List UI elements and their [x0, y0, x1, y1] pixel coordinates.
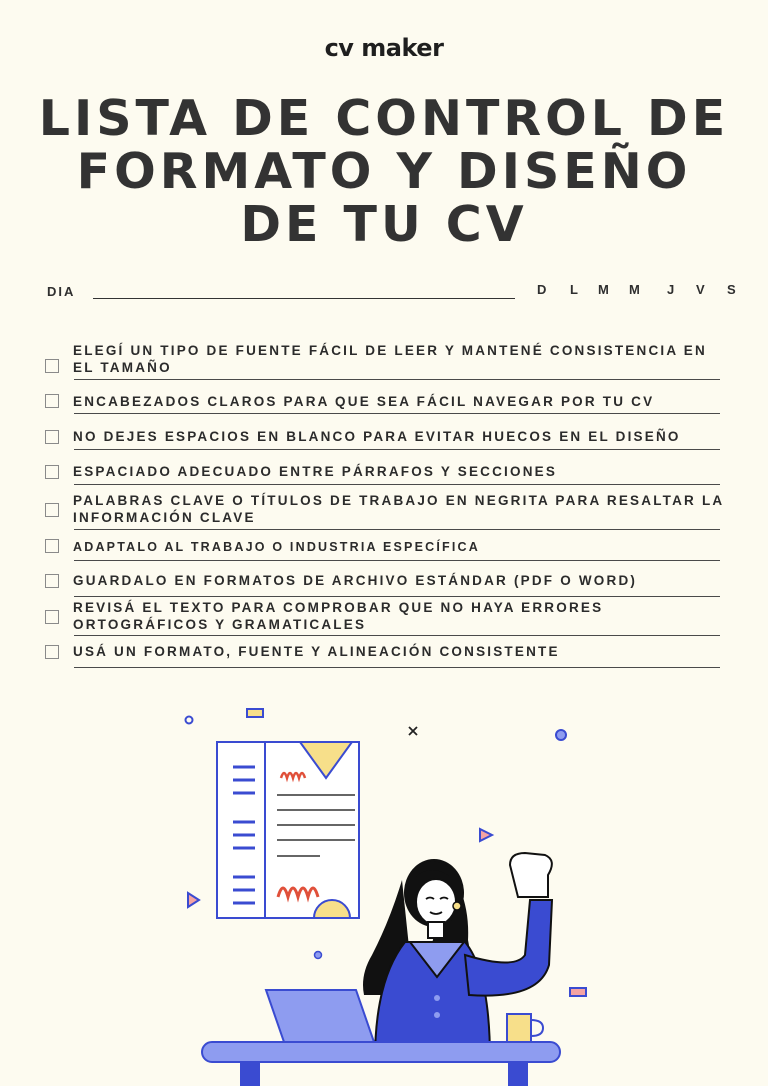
- title-line-2: FORMATO Y DISEÑO: [76, 143, 692, 200]
- checkbox[interactable]: [45, 503, 59, 517]
- underline: [74, 379, 720, 380]
- date-row: [0, 282, 768, 306]
- weekday-m1[interactable]: M: [598, 282, 609, 297]
- checkbox[interactable]: [45, 645, 59, 659]
- weekday-d[interactable]: D: [537, 282, 547, 297]
- checklist-item-text: ELEGÍ UN TIPO DE FUENTE FÁCIL DE LEER Y MANTENÉ CONSISTENCIA EN EL TAMAÑO: [73, 343, 707, 375]
- checkbox[interactable]: [45, 574, 59, 588]
- weekday-l[interactable]: L: [570, 282, 578, 297]
- weekday-v[interactable]: V: [696, 282, 705, 297]
- underline: [74, 667, 720, 668]
- checklist-item-text: USÁ UN FORMATO, FUENTE Y ALINEACIÓN CONSISTENTE: [73, 644, 560, 659]
- checklist-item-text: ENCABEZADOS CLAROS PARA QUE SEA FÁCIL NAVEGAR POR TU CV: [73, 394, 655, 409]
- checkbox[interactable]: [45, 430, 59, 444]
- underline: [74, 529, 720, 530]
- title-line-3: DE TU CV: [240, 196, 528, 253]
- checklist-item-text: ADAPTALO AL TRABAJO O INDUSTRIA ESPECÍFICA: [73, 540, 480, 554]
- underline: [74, 560, 720, 561]
- title-line-1: LISTA DE CONTROL DE: [38, 90, 730, 147]
- checklist-item-text: GUARDALO EN FORMATOS DE ARCHIVO ESTÁNDAR (PDF O WORD): [73, 573, 638, 588]
- cv-maker-logo: cv maker: [324, 34, 444, 62]
- underline: [74, 449, 720, 450]
- checklist-item-text: NO DEJES ESPACIOS EN BLANCO PARA EVITAR HUECOS EN EL DISEÑO: [73, 429, 681, 444]
- cv-document-icon: [217, 742, 359, 918]
- checklist-item-text: REVISÁ EL TEXTO PARA COMPROBAR QUE NO HAYA ERRORES ORTOGRÁFICOS Y GRAMATICALES: [73, 600, 604, 632]
- underline: [74, 413, 720, 414]
- weekday-s[interactable]: S: [727, 282, 736, 297]
- date-entry-line[interactable]: [93, 298, 515, 299]
- weekday-j[interactable]: J: [667, 282, 675, 297]
- day-label: DIA: [47, 284, 76, 299]
- underline: [74, 484, 720, 485]
- underline: [74, 596, 720, 597]
- checklist-item-text: PALABRAS CLAVE O TÍTULOS DE TRABAJO EN NEGRITA PARA RESALTAR LA INFORMACIÓN CLAVE: [73, 493, 724, 525]
- underline: [74, 635, 720, 636]
- cv-review-illustration: [0, 680, 768, 1086]
- checkbox[interactable]: [45, 610, 59, 624]
- checkbox[interactable]: [45, 465, 59, 479]
- checklist-item-text: ESPACIADO ADECUADO ENTRE PÁRRAFOS Y SECCIONES: [73, 464, 558, 479]
- page-title: [0, 92, 768, 251]
- checkbox[interactable]: [45, 394, 59, 408]
- weekday-m2[interactable]: M: [629, 282, 640, 297]
- checkbox[interactable]: [45, 539, 59, 553]
- checkbox[interactable]: [45, 359, 59, 373]
